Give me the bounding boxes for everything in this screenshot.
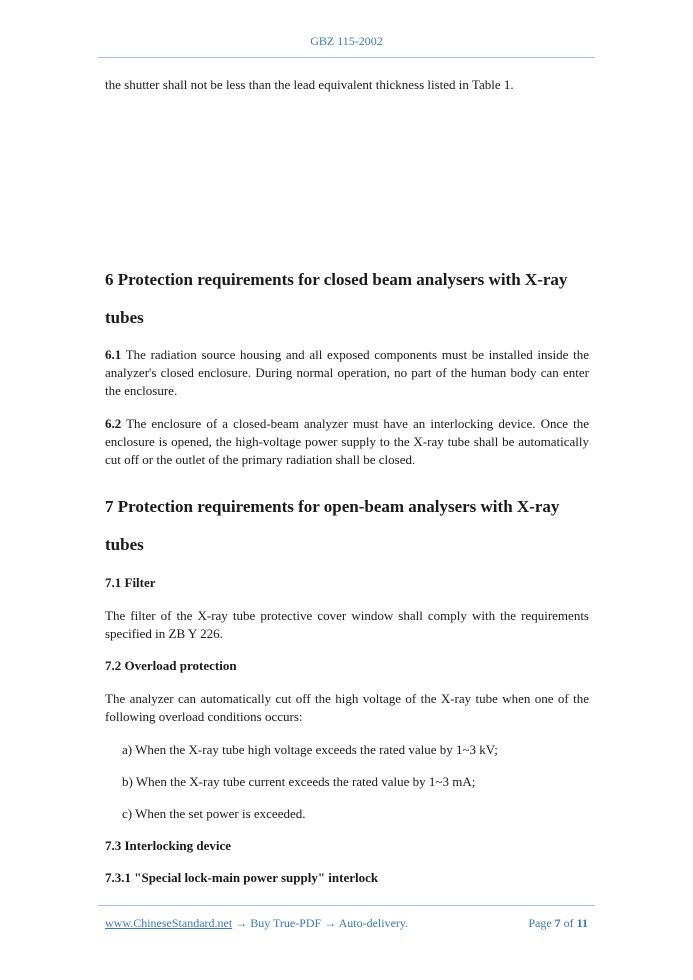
footer-divider bbox=[98, 905, 595, 906]
list-item-a: a) When the X-ray tube high voltage exceeds the rated value by 1~3 kV; bbox=[122, 742, 498, 757]
page-content bbox=[105, 76, 589, 887]
buy-pdf-text: Buy True-PDF bbox=[247, 916, 325, 930]
total-pages: 11 bbox=[576, 916, 588, 930]
footer-promo bbox=[105, 916, 408, 931]
clause-6-1-number: 6.1 bbox=[105, 347, 122, 362]
page-label: Page bbox=[528, 916, 555, 930]
arrow-icon: → bbox=[324, 916, 337, 930]
clause-6-2-number: 6.2 bbox=[105, 416, 122, 431]
section-7-heading-line2: tubes bbox=[105, 535, 144, 554]
section-6-heading bbox=[105, 261, 589, 337]
clause-6-2-text: The enclosure of a closed-beam analyzer must have an interlocking device. Once the enclosure is opened, the high-voltage power supply to the X-ray tube shall be automatically cut off or the outlet of the primary radiation shall be closed. bbox=[105, 416, 589, 467]
of-label: of bbox=[560, 916, 577, 930]
page-number bbox=[528, 916, 588, 931]
list-item-c: c) When the set power is exceeded. bbox=[122, 806, 306, 821]
subsection-7-3-1-heading: 7.3.1 "Special lock-main power supply" interlock bbox=[105, 870, 379, 885]
intro-paragraph: the shutter shall not be less than the lead equivalent thickness listed in Table 1. bbox=[105, 77, 514, 92]
clause-6-1-text: The radiation source housing and all exposed components must be installed inside the analyzer's closed enclosure. During normal operation, no part of the human body can enter the enclosure. bbox=[105, 347, 589, 398]
section-7-heading bbox=[105, 488, 589, 564]
list-item-b: b) When the X-ray tube current exceeds the rated value by 1~3 mA; bbox=[122, 774, 476, 789]
current-page: 7 bbox=[554, 916, 561, 930]
section-6-heading-line1: 6 Protection requirements for closed beam analysers with X-ray bbox=[105, 270, 568, 289]
section-6-heading-line2: tubes bbox=[105, 308, 144, 327]
subsection-7-2-heading: 7.2 Overload protection bbox=[105, 658, 237, 673]
subsection-7-3-heading: 7.3 Interlocking device bbox=[105, 838, 232, 853]
auto-delivery-text: Auto-delivery. bbox=[336, 916, 409, 930]
paragraph-6-1 bbox=[105, 346, 589, 400]
header-divider bbox=[98, 57, 595, 58]
paragraph-6-2 bbox=[105, 415, 589, 469]
running-header: GBZ 115-2002 bbox=[310, 34, 383, 48]
section-7-heading-line1: 7 Protection requirements for open-beam analysers with X-ray bbox=[105, 497, 560, 516]
subsection-7-1-heading: 7.1 Filter bbox=[105, 575, 156, 590]
paragraph-7-2: The analyzer can automatically cut off the high voltage of the X-ray tube when one of the following overload conditions occurs: bbox=[105, 691, 589, 724]
website-link[interactable]: www.ChineseStandard.net bbox=[105, 916, 233, 930]
arrow-icon: → bbox=[235, 916, 248, 930]
paragraph-7-1: The filter of the X-ray tube protective cover window shall comply with the requirements specified in ZB Y 226. bbox=[105, 608, 589, 641]
